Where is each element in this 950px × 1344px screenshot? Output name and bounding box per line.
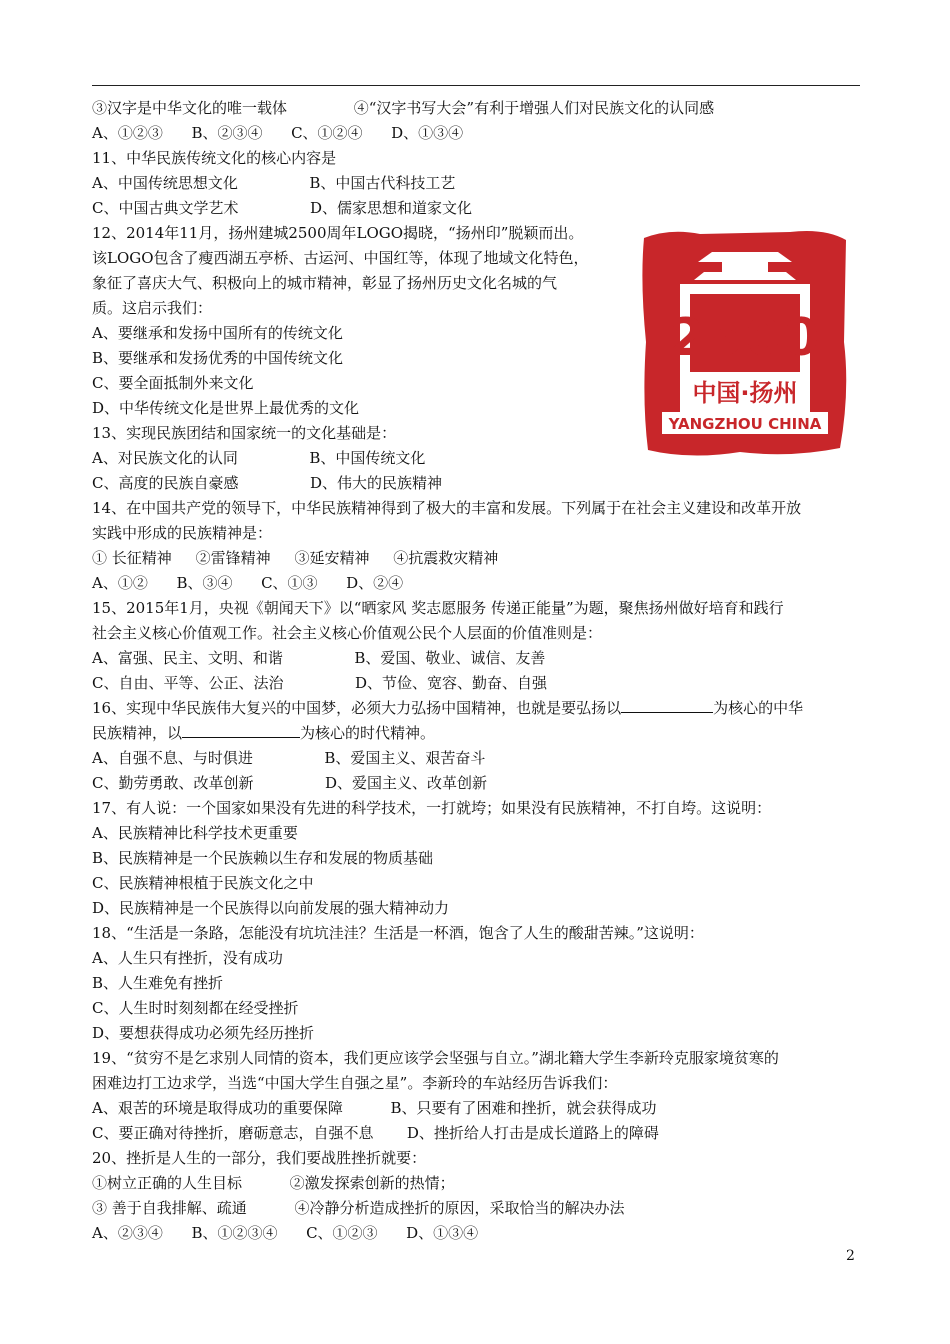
q12-option-c: C、要全面抵制外来文化: [92, 374, 254, 392]
q19-options-ab: A、艰苦的环境是取得成功的重要保障 B、只要有了困难和挫折，就会获得成功: [92, 1099, 657, 1117]
q12-option-d: D、中华传统文化是世界上最优秀的文化: [92, 399, 360, 417]
q15-question-line-2: 社会主义核心价值观工作。社会主义核心价值观公民个人层面的价值准则是：: [92, 624, 603, 642]
q16-blank-2: [182, 722, 300, 738]
q20-question: 20、挫折是人生的一部分，我们要战胜挫折就要：: [92, 1149, 427, 1167]
page-number: 2: [846, 1248, 855, 1264]
q17-option-d: D、民族精神是一个民族得以向前发展的强大精神动力: [92, 899, 450, 917]
logo-english-text: YANGZHOU CHINA: [668, 415, 822, 433]
q12-option-a: A、要继承和发扬中国所有的传统文化: [92, 324, 343, 342]
q19-options-cd: C、要正确对待挫折，磨砺意志，自强不息 D、挫折给人打击是成长道路上的障碍: [92, 1124, 659, 1142]
q19-question-line-2: 困难边打工边求学，当选“中国大学生自强之星”。李新玲的车站经历告诉我们：: [92, 1074, 618, 1092]
q12-question-line-4: 质。这启示我们：: [92, 299, 213, 317]
q20-statements-1: ①树立正确的人生目标 ②激发探索创新的热情；: [92, 1174, 455, 1192]
q15-options-ab: A、富强、民主、文明、和谐 B、爱国、敬业、诚信、友善: [92, 649, 546, 667]
q16-question-line-2: [92, 722, 435, 744]
q17-question: 17、有人说：一个国家如果没有先进的科学技术，一打就垮；如果没有民族精神，不打自垮。这说明：: [92, 799, 772, 817]
q16-blank-1: [621, 697, 713, 713]
q12-option-b: B、要继承和发扬优秀的中国传统文化: [92, 349, 344, 367]
q14-statements: ① 长征精神 ②雷锋精神 ③延安精神 ④抗震救灾精神: [92, 549, 499, 567]
q16-question-line-1: [92, 697, 803, 719]
q17-option-c: C、民族精神根植于民族文化之中: [92, 874, 314, 892]
q12-question-line-1: 12、2014年11月，扬州建城2500周年LOGO揭晓，“扬州印”脱颖而出。: [92, 224, 584, 242]
q18-option-a: A、人生只有挫折，没有成功: [92, 949, 283, 967]
q18-option-c: C、人生时时刻刻都在经受挫折: [92, 999, 299, 1017]
q18-option-b: B、人生难免有挫折: [92, 974, 224, 992]
q10-answer-choices: A、①②③ B、②③④ C、①②④ D、①③④: [92, 124, 464, 142]
q16-options-cd: C、勤劳勇敢、改革创新 D、爱国主义、改革创新: [92, 774, 488, 792]
q14-answer-choices: A、①② B、③④ C、①③ D、②④: [92, 574, 404, 592]
q16-options-ab: A、自强不息、与时俱进 B、爱国主义、艰苦奋斗: [92, 749, 486, 767]
q15-question-line-1: 15、2015年1月，央视《朝闻天下》以“晒家风 奖志愿服务 传递正能量”为题，聚焦扬州做好培育和践行: [92, 599, 784, 617]
q16-text-part-4: 为核心的时代精神。: [300, 724, 436, 742]
q17-option-a: A、民族精神比科学技术更重要: [92, 824, 298, 842]
q18-question: 18、“生活是一条路，怎能没有坑坑洼洼？生活是一杯酒，饱含了人生的酸甜苦辣。”这说明：: [92, 924, 704, 942]
q12-question-line-2: 该LOGO包含了瘦西湖五亭桥、古运河、中国红等，体现了地域文化特色，: [92, 249, 589, 267]
q19-question-line-1: 19、“贫穷不是乞求别人同情的资本，我们更应该学会坚强与自立。”湖北籍大学生李新玲克服家境贫寒的: [92, 1049, 779, 1067]
logo-number: 2500: [668, 308, 822, 368]
q16-text-part-3: 民族精神，以: [92, 724, 183, 742]
q18-option-d: D、要想获得成功必须先经历挫折: [92, 1024, 315, 1042]
q13-question: 13、实现民族团结和国家统一的文化基础是：: [92, 424, 397, 442]
q10-option-row-1: ③汉字是中华文化的唯一载体 ④“汉字书写大会”有利于增强人们对民族文化的认同感: [92, 99, 715, 117]
q17-option-b: B、民族精神是一个民族赖以生存和发展的物质基础: [92, 849, 434, 867]
header-rule: [92, 85, 860, 86]
q14-question-line-2: 实践中形成的民族精神是：: [92, 524, 273, 542]
q20-statements-2: ③ 善于自我排解、疏通 ④冷静分析造成挫折的原因，采取恰当的解决办法: [92, 1199, 625, 1217]
q11-options-ab: A、中国传统思想文化 B、中国古代科技工艺: [92, 174, 456, 192]
q16-text-part-1: 16、实现中华民族伟大复兴的中国梦，必须大力弘扬中国精神，也就是要弘扬以: [92, 699, 622, 717]
yangzhou-seal-logo: [640, 222, 850, 460]
logo-chinese-text: 中国·扬州: [692, 379, 798, 407]
q20-answer-choices: A、②③④ B、①②③④ C、①②③ D、①③④: [92, 1224, 479, 1242]
q14-question-line-1: 14、在中国共产党的领导下，中华民族精神得到了极大的丰富和发展。下列属于在社会主义建设和改革开放: [92, 499, 802, 517]
q11-options-cd: C、中国古典文学艺术 D、儒家思想和道家文化: [92, 199, 473, 217]
q13-options-ab: A、对民族文化的认同 B、中国传统文化: [92, 449, 426, 467]
q11-question: 11、中华民族传统文化的核心内容是: [92, 149, 337, 167]
q15-options-cd: C、自由、平等、公正、法治 D、节俭、宽容、勤奋、自强: [92, 674, 548, 692]
q16-text-part-2: 为核心的中华: [713, 699, 804, 717]
q13-options-cd: C、高度的民族自豪感 D、伟大的民族精神: [92, 474, 443, 492]
q12-question-line-3: 象征了喜庆大气、积极向上的城市精神，彰显了扬州历史文化名城的气: [92, 274, 558, 292]
